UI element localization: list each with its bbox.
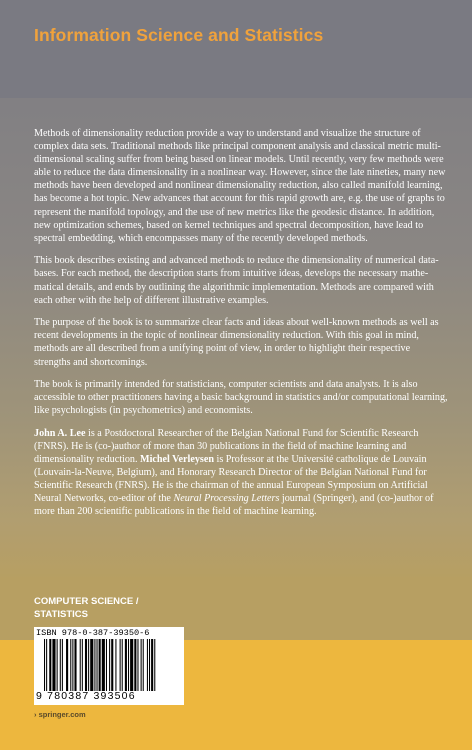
barcode-bar: [143, 639, 144, 691]
author2-bio: is Professor at the Université catholique de Louvain (Louvain-la-Neuve, Belgium), and Honorary Research Director of the Belgian National Fund for Scientific Research (FNRS). He is the chairman of the annual European Symposium on Artificial Neural Networks, co-editor of the: [34, 454, 428, 505]
barcode-label: [34, 627, 184, 705]
author-bio: [34, 427, 448, 519]
barcode-bar: [97, 639, 98, 691]
barcode-bar: [85, 639, 87, 691]
subject-category: [34, 596, 139, 621]
barcode-bar: [60, 639, 61, 691]
barcode-bar: [74, 639, 76, 691]
barcode-bar: [109, 639, 110, 691]
paragraph-audience: The book is primarily intended for statisticians, computer scientists and data analysts. It is also accessible to other practitioners having a basic background in statistics and/or computational learning, like psychologists (in psychometrics) and economists.: [34, 379, 448, 417]
barcode-bar: [90, 639, 93, 691]
subject-line-2: STATISTICS: [34, 608, 89, 620]
paragraph-intro: Methods of dimensionality reduction provide a way to understand and visualize the structure of complex data sets. Traditional methods like principal component analysis and classical metric multi-dimensional scaling suffer from being based on linear models. Until recently, very few methods were able to reduce the data dimensionality in a nonlinear way. However, since the late nineties, many new methods have been developed and nonlinear dimensionality reduction, also called manifold learning, has become a hot topic. New advances that account for this rapid growth are, e.g. the use of graphs to represent the manifold topology, and the use of new metrics like the geodesic distance. In addition, new optimization schemes, based on kernel techniques and spectral decomposition, have lead to spectral embedding, which encompasses many of the recently developed methods.: [34, 128, 446, 244]
barcode-bar: [137, 639, 138, 691]
barcode-bar: [57, 639, 58, 691]
barcode-digits: 9 780387 393506: [36, 690, 136, 702]
isbn-text: ISBN 978-0-387-39350-6: [36, 628, 150, 638]
series-title: Information Science and Statistics: [34, 25, 324, 45]
author2-bio-tail: journal (Springer), and (co-)author of more than 200 scientific publications in the field of machine learning.: [34, 493, 434, 518]
barcode-bar: [49, 639, 51, 691]
barcode-bar: [80, 639, 81, 691]
barcode-bar: [88, 639, 89, 691]
barcode-bar: [149, 639, 150, 691]
barcode-bar: [120, 639, 121, 691]
barcode-icon: [44, 639, 176, 691]
barcode-bar: [94, 639, 95, 691]
cover-text: [34, 127, 448, 528]
top-band: [0, 0, 472, 98]
author2-name: Michel Verleysen: [140, 454, 214, 466]
barcode-bar: [102, 639, 105, 691]
barcode-bar: [141, 639, 142, 691]
barcode-bar: [115, 639, 116, 691]
barcode-bar: [106, 639, 107, 691]
barcode-bar: [122, 639, 123, 691]
barcode-bar: [66, 639, 68, 691]
subject-line-1: COMPUTER SCIENCE /: [34, 596, 139, 607]
publisher-url[interactable]: › springer.com: [34, 710, 86, 719]
barcode-bar: [52, 639, 55, 691]
author1-bio: is a Postdoctoral Researcher of the Belgian National Fund for Scientific Research (FNRS). He is (co-)author of more than 30 publications in the field of machine learning and dimensionality reduction.: [34, 427, 419, 466]
barcode-bar: [46, 639, 47, 691]
barcode-bar: [111, 639, 113, 691]
author1-name: John A. Lee: [34, 427, 86, 439]
barcode-bar: [62, 639, 63, 691]
barcode-bar: [82, 639, 83, 691]
paragraph-purpose: The purpose of the book is to summarize clear facts and ideas about well-known methods as well as recent developments in the topic of nonlinear dimensionality reduction. With this goal in mind, methods are all described from a unifying point of view, in order to highlight their respective strengths and shortcomings.: [34, 317, 439, 368]
barcode-bar: [130, 639, 133, 691]
barcode-bar: [44, 639, 45, 691]
barcode-bar: [72, 639, 73, 691]
barcode-bar: [154, 639, 155, 691]
barcode-bar: [70, 639, 71, 691]
barcode-bar: [147, 639, 148, 691]
paragraph-description: This book describes existing and advanced methods to reduce the dimensionality of numerical data-bases. For each method, the description starts from intuitive ideas, develops the necessary mathe-matical details, and ends by outlining the algorithmic implementation. Methods are compared with each other with the help of different illustrative examples.: [34, 255, 439, 306]
barcode-bar: [99, 639, 101, 691]
barcode-bar: [134, 639, 136, 691]
barcode-bar: [128, 639, 129, 691]
barcode-bar: [151, 639, 153, 691]
barcode-bar: [125, 639, 127, 691]
journal-title: Neural Processing Letters: [173, 493, 280, 505]
